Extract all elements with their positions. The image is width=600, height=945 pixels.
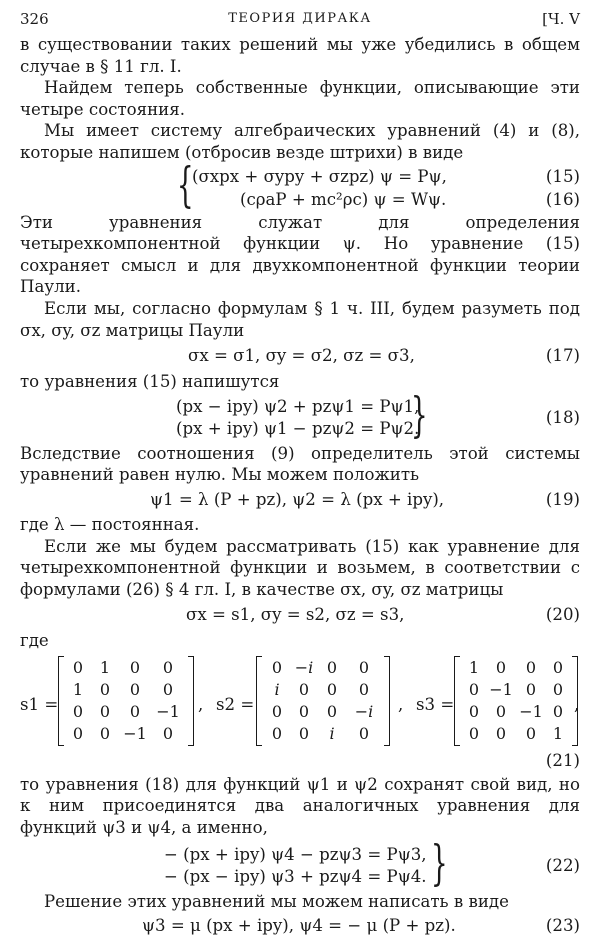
book-page (20, 8, 580, 940)
matrix-row (462, 701, 570, 723)
matrix-cell: 0 (72, 724, 84, 744)
matrix-row (66, 657, 186, 679)
matrix-cell: 0 (326, 658, 338, 678)
matrix-cell: 0 (72, 658, 84, 678)
equation-20-row (20, 600, 580, 630)
matrix-cell: 1 (468, 658, 480, 678)
paragraph-2: Найдем теперь собственные функции, описывающие эти четыре состояния. (20, 78, 580, 119)
equation-23-number: (23) (545, 916, 580, 936)
matrix-cell: 0 (468, 724, 480, 744)
matrix-row (264, 679, 382, 701)
matrix-cell: −1 (156, 702, 180, 722)
matrix-s1 (58, 656, 194, 746)
matrix-cell: 0 (552, 658, 564, 678)
paragraph-3: Мы имеет систему алгебраических уравнений (4) и (8), которые напишем (отбросив везде штрихи) в виде (20, 121, 580, 162)
matrix-cell: −1 (489, 680, 513, 700)
matrix-cell: −i (294, 658, 314, 678)
matrix-cell: 0 (552, 680, 564, 700)
matrix-cell: 0 (99, 680, 111, 700)
matrix-cell: 0 (326, 702, 338, 722)
matrix-cell: 0 (162, 724, 174, 744)
equation-22-number: (22) (545, 855, 580, 875)
equation-18-line-2: (px + ipy) ψ1 − pzψ2 = Pψ2. (176, 418, 420, 438)
matrix-row (462, 723, 570, 745)
matrix-row (66, 701, 186, 723)
matrix-row (264, 657, 382, 679)
matrix-cell: 0 (129, 658, 141, 678)
paragraph-8: где λ — постоянная. (20, 514, 200, 534)
matrix-row (264, 723, 382, 745)
matrix-cell: 0 (72, 702, 84, 722)
matrix-cell: 0 (271, 658, 283, 678)
matrix-cell: 0 (298, 702, 310, 722)
matrix-cell: 0 (468, 702, 480, 722)
equation-22-line-2: − (px − ipy) ψ3 + pzψ4 = Pψ4. (164, 866, 427, 886)
matrix-cell: −i (354, 702, 374, 722)
matrix-cell: 0 (525, 724, 537, 744)
paragraph-1: в существовании таких решений мы уже убедились в общем случае в § 11 гл. I. (20, 35, 580, 76)
paragraph-12: Решение этих уравнений мы можем написать в виде (44, 891, 509, 911)
equation-23-row (20, 912, 580, 940)
matrix-cell: 0 (271, 702, 283, 722)
equation-23: ψ3 = μ (px + ipy), ψ4 = − μ (P + pz). (142, 916, 456, 936)
matrix-cell: 0 (495, 702, 507, 722)
equation-system-22 (20, 834, 580, 891)
paragraph-9: Если же мы будем рассматривать (15) как уравнение для четырехкомпонентной функции и возьмем, в соответствии с формулами (26) § 4 гл. I, в качестве σx, σy, σz матрицы (20, 536, 580, 599)
equation-15-number: (15) (545, 166, 580, 186)
matrix-cell: 0 (358, 680, 370, 700)
matrix-cell: 1 (99, 658, 111, 678)
running-title: ТЕОРИЯ ДИРАКА (228, 11, 372, 26)
equation-system-18 (20, 386, 580, 443)
matrix-cell: 0 (358, 724, 370, 744)
matrix-cell: 0 (298, 724, 310, 744)
matrix-row (462, 679, 570, 701)
left-brace: { (176, 156, 194, 213)
matrix-cell: 0 (468, 680, 480, 700)
matrix-row (66, 723, 186, 745)
paragraph-11: то уравнения (18) для функций ψ1 и ψ2 сохранят свой вид, но к ним присоединятся два аналогичных уравнения для функций ψ3 и ψ4, а именно, (20, 774, 580, 838)
equation-21-matrices: s1 = 0 1 0 0 1 0 0 0 0 0 0 −1 0 0 −1 0 , s2 = 0 −i 0 0 i 0 0 0 0 0 0 −i 0 0 i 0 , s3 = 1 0 0 0 0 −1 0 0 0 0 −1 0 0 0 0 1 , (21) (20, 652, 580, 774)
matrix-row (462, 657, 570, 679)
matrix-cell: −1 (519, 702, 543, 722)
matrix-cell: 0 (99, 724, 111, 744)
matrix-cell: 0 (495, 724, 507, 744)
matrix-cell: 0 (99, 702, 111, 722)
matrix-cell: 0 (298, 680, 310, 700)
matrix-cell: 1 (552, 724, 564, 744)
paragraph-7: Вследствие соотношения (9) определитель этой системы уравнений равен нулю. Мы можем положить (20, 443, 580, 485)
paragraph-6: то уравнения (15) напишутся (20, 372, 280, 392)
matrix-row (66, 679, 186, 701)
equation-system-15-16 (20, 156, 580, 213)
matrix-cell: 0 (129, 702, 141, 722)
matrix-cell: 0 (525, 680, 537, 700)
equation-19-row (20, 486, 580, 514)
equation-17: σx = σ1, σy = σ2, σz = σ3, (188, 346, 415, 366)
equation-20: σx = s1, σy = s2, σz = s3, (186, 605, 405, 625)
matrix-cell: −1 (123, 724, 147, 744)
equation-21-number: (21) (545, 750, 580, 770)
matrix-cell: 0 (495, 658, 507, 678)
matrix-cell: 0 (162, 658, 174, 678)
matrix-cell: 0 (162, 680, 174, 700)
running-header (20, 8, 580, 34)
equation-17-row (20, 341, 580, 371)
matrix-s3 (454, 656, 578, 746)
matrix-cell: i (274, 680, 280, 700)
equation-18-number: (18) (545, 407, 580, 427)
matrix-cell: 1 (72, 680, 84, 700)
equation-15: (σxpx + σypy + σzpz) ψ = Pψ, (192, 166, 447, 186)
equation-19: ψ1 = λ (P + pz), ψ2 = λ (px + ipy), (150, 489, 445, 509)
matrix-s2 (256, 656, 390, 746)
equation-16: (cρaP + mc²ρc) ψ = Wψ. (240, 189, 447, 209)
paragraph-10: где (20, 631, 49, 651)
equation-22-line-1: − (px + ipy) ψ4 − pzψ3 = Pψ3, (164, 844, 427, 864)
paragraph-5: Если мы, согласно формулам § 1 ч. III, будем разуметь под σx, σy, σz матрицы Паули (20, 298, 580, 340)
matrix-cell: 0 (271, 724, 283, 744)
right-brace: } (410, 386, 428, 443)
equation-19-number: (19) (545, 489, 580, 509)
equation-16-number: (16) (545, 189, 580, 209)
right-brace: } (430, 834, 448, 891)
matrix-row (264, 701, 382, 723)
equation-20-number: (20) (545, 605, 580, 625)
equation-17-number: (17) (545, 346, 580, 366)
matrix-cell: 0 (129, 680, 141, 700)
equation-18-line-1: (px − ipy) ψ2 + pzψ1 = Pψ1, (176, 396, 420, 416)
s3-label: s3 = (416, 694, 455, 714)
matrix-cell: 0 (552, 702, 564, 722)
matrix-cell: 0 (326, 680, 338, 700)
s2-label: s2 = (216, 694, 255, 714)
matrix-cell: 0 (525, 658, 537, 678)
chapter-label: [Ч. V (542, 10, 580, 28)
matrix-cell: i (329, 724, 335, 744)
paragraph-4: Эти уравнения служат для определения четырехкомпонентной функции ψ. Но уравнение (15) сохраняет смысл и для двухкомпонентной функции теории Паули. (20, 212, 580, 297)
s1-label: s1 = (20, 694, 59, 714)
matrix-cell: 0 (358, 658, 370, 678)
page-number: 326 (20, 10, 49, 28)
